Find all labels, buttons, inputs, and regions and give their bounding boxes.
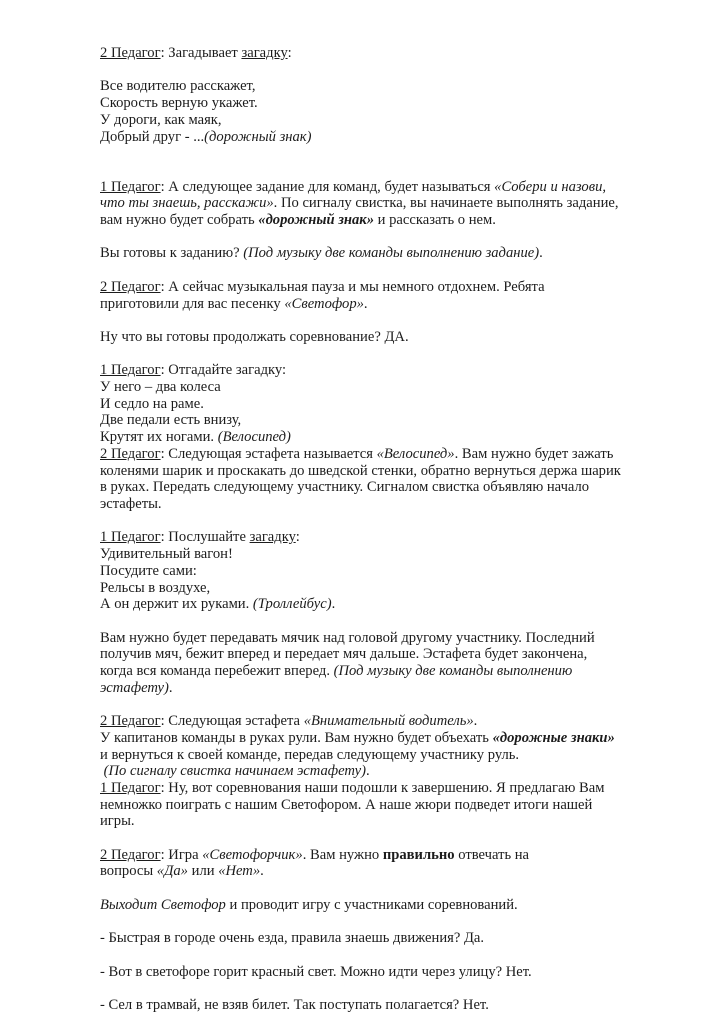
text-run: Добрый друг - ...	[100, 128, 205, 145]
paragraph	[100, 112, 622, 129]
paragraph	[100, 780, 622, 830]
paragraph	[100, 129, 622, 146]
paragraph	[100, 45, 622, 62]
text-run: : А сейчас музыкальная пауза и мы немного отдохнем. Ребята приготовили для вас песенку	[100, 278, 545, 312]
paragraph	[100, 529, 622, 546]
paragraph	[100, 95, 622, 112]
paragraph	[100, 279, 622, 312]
text-run: Вам нужно будет передавать мячик над головой другому участнику. Последний получив мяч, бежит вперед и передает мяч дальше. Эстафета будет закончена, когда вся команда перебежит вперед.	[100, 629, 595, 680]
text-run: «Велосипед»	[376, 445, 455, 462]
text-run: 2 Педагог	[100, 278, 161, 295]
text-run: . Вам нужно	[302, 846, 383, 863]
text-run: - Быстрая в городе очень езда, правила знаешь движения? Да.	[100, 930, 485, 947]
text-run: : Следующая эстафета называется	[160, 445, 377, 462]
text-run: У дороги, как маяк,	[100, 111, 222, 128]
blank-line	[100, 162, 622, 179]
text-run: .	[365, 763, 370, 780]
text-run: Рельсы в воздухе,	[100, 579, 211, 596]
text-run: «Нет»	[218, 863, 261, 880]
blank-line	[100, 830, 622, 847]
text-run: :	[295, 529, 300, 546]
text-run: «Собери и назови, что ты знаешь, расскажи»	[100, 178, 607, 212]
paragraph	[100, 847, 622, 880]
text-run: правильно	[382, 846, 455, 863]
text-run: 2 Педагог	[100, 445, 161, 462]
text-run: А он держит их руками.	[100, 596, 253, 613]
blank-line	[100, 947, 622, 964]
text-run: .	[260, 863, 264, 880]
text-run: - Вот в светофоре горит красный свет. Можно идти через улицу? Нет.	[100, 963, 532, 980]
text-run: - Сел в трамвай, не взяв билет. Так поступать полагается? Нет.	[100, 997, 489, 1014]
paragraph	[100, 596, 622, 613]
blank-line	[100, 62, 622, 79]
text-run: (Под музыку две команды выполнению задание)	[243, 245, 540, 262]
blank-line	[100, 696, 622, 713]
text-run: «Внимательный водитель»	[303, 713, 474, 730]
text-run: «дорожный знак»	[258, 212, 375, 229]
paragraph	[100, 78, 622, 95]
paragraph	[100, 730, 622, 763]
paragraph	[100, 329, 622, 346]
text-run: «дорожные знаки»	[492, 729, 615, 746]
text-run: (Велосипед)	[217, 429, 291, 446]
text-run: и проводит игру с участниками соревнований.	[225, 896, 518, 913]
paragraph	[100, 546, 622, 563]
text-run: Вы готовы к заданию?	[100, 245, 244, 262]
text-run: У капитанов команды в руках рули. Вам нужно будет объехать	[100, 729, 493, 746]
text-run: 2 Педагог	[100, 45, 161, 61]
blank-line	[100, 613, 622, 630]
text-run: : Загадывает	[160, 45, 242, 61]
text-run: загадку	[241, 45, 288, 61]
text-run: : Отгадайте загадку:	[160, 362, 287, 379]
blank-line	[100, 229, 622, 246]
text-run: вопросы	[100, 863, 157, 880]
blank-line	[100, 346, 622, 363]
text-run: 1 Педагог	[100, 362, 161, 379]
paragraph	[100, 396, 622, 413]
text-run: 2 Педагог	[100, 713, 161, 730]
text-run: :	[287, 45, 292, 61]
blank-line	[100, 145, 622, 162]
paragraph	[100, 245, 622, 262]
text-run: Две педали есть внизу,	[100, 412, 242, 429]
text-run: . По сигналу свистка, вы начинаете выполнять задание, вам нужно будет собрать	[100, 195, 619, 229]
text-run: Ну что вы готовы продолжать соревнование? ДА.	[100, 328, 409, 345]
paragraph	[100, 563, 622, 580]
text-run: отвечать на	[454, 846, 530, 863]
text-run: 2 Педагог	[100, 846, 161, 863]
paragraph	[100, 446, 622, 513]
paragraph	[100, 930, 622, 947]
text-run: : Следующая эстафета	[160, 713, 304, 730]
text-run: (дорожный знак)	[204, 128, 312, 145]
text-run: (По сигналу свистка начинаем эстафету)	[100, 763, 366, 780]
text-run: 1 Педагог	[100, 529, 161, 546]
text-run: : Послушайте	[160, 529, 250, 546]
blank-line	[100, 513, 622, 530]
paragraph	[100, 580, 622, 597]
text-run: .	[473, 713, 478, 730]
text-run: Выходит Светофор	[100, 896, 226, 913]
text-run: «Светофорчик»	[202, 846, 303, 863]
paragraph	[100, 379, 622, 396]
text-run: .	[363, 295, 368, 312]
paragraph	[100, 763, 622, 780]
paragraph	[100, 362, 622, 379]
paragraph	[100, 412, 622, 429]
text-run: . Вам нужно будет зажать коленями шарик и проскакать до шведской стенки, обратно вернуться держа шарик в руках. Передать следующему участнику. Сигналом свистка объявляю начало эстафеты.	[100, 445, 621, 512]
text-run: (Под музыку две команды выполнению эстафету)	[100, 663, 573, 696]
text-run: И седло на раме.	[100, 395, 204, 412]
text-run: .	[331, 596, 336, 613]
blank-line	[100, 914, 622, 931]
blank-line	[100, 312, 622, 329]
text-run: «Да»	[156, 863, 188, 880]
text-run: и рассказать о нем.	[374, 212, 496, 229]
text-run: : Игра	[160, 846, 203, 863]
text-run: 1 Педагог	[100, 779, 161, 796]
text-run: Скорость верную укажет.	[100, 95, 258, 112]
text-run: .	[168, 679, 173, 696]
text-run: «Светофор»	[284, 295, 364, 312]
text-run: .	[539, 245, 543, 262]
text-run: Удивительный вагон!	[100, 546, 233, 563]
text-run: : Ну, вот соревнования наши подошли к завершению. Я предлагаю Вам немножко поиграть с нашим Светофором. А наше жюри подведет итоги нашей игры.	[100, 779, 605, 830]
paragraph	[100, 179, 622, 229]
text-run: Посудите сами:	[100, 562, 197, 579]
paragraph	[100, 897, 622, 914]
text-run: Крутят их ногами.	[100, 429, 218, 446]
text-run: загадку	[249, 529, 296, 546]
blank-line	[100, 262, 622, 279]
text-run: и вернуться к своей команде, передав следующему участнику руль.	[100, 746, 520, 763]
paragraph	[100, 964, 622, 981]
text-run: или	[187, 863, 219, 880]
paragraph	[100, 429, 622, 446]
blank-line	[100, 980, 622, 997]
text-run: : А следующее задание для команд, будет называться	[160, 178, 495, 195]
text-run: У него – два колеса	[100, 379, 221, 396]
text-run: 1 Педагог	[100, 178, 161, 195]
paragraph	[100, 630, 622, 697]
text-run: Все водителю расскажет,	[100, 78, 256, 95]
paragraph	[100, 713, 622, 730]
document-body	[100, 45, 622, 1014]
text-run: (Троллейбус)	[252, 596, 332, 613]
blank-line	[100, 880, 622, 897]
